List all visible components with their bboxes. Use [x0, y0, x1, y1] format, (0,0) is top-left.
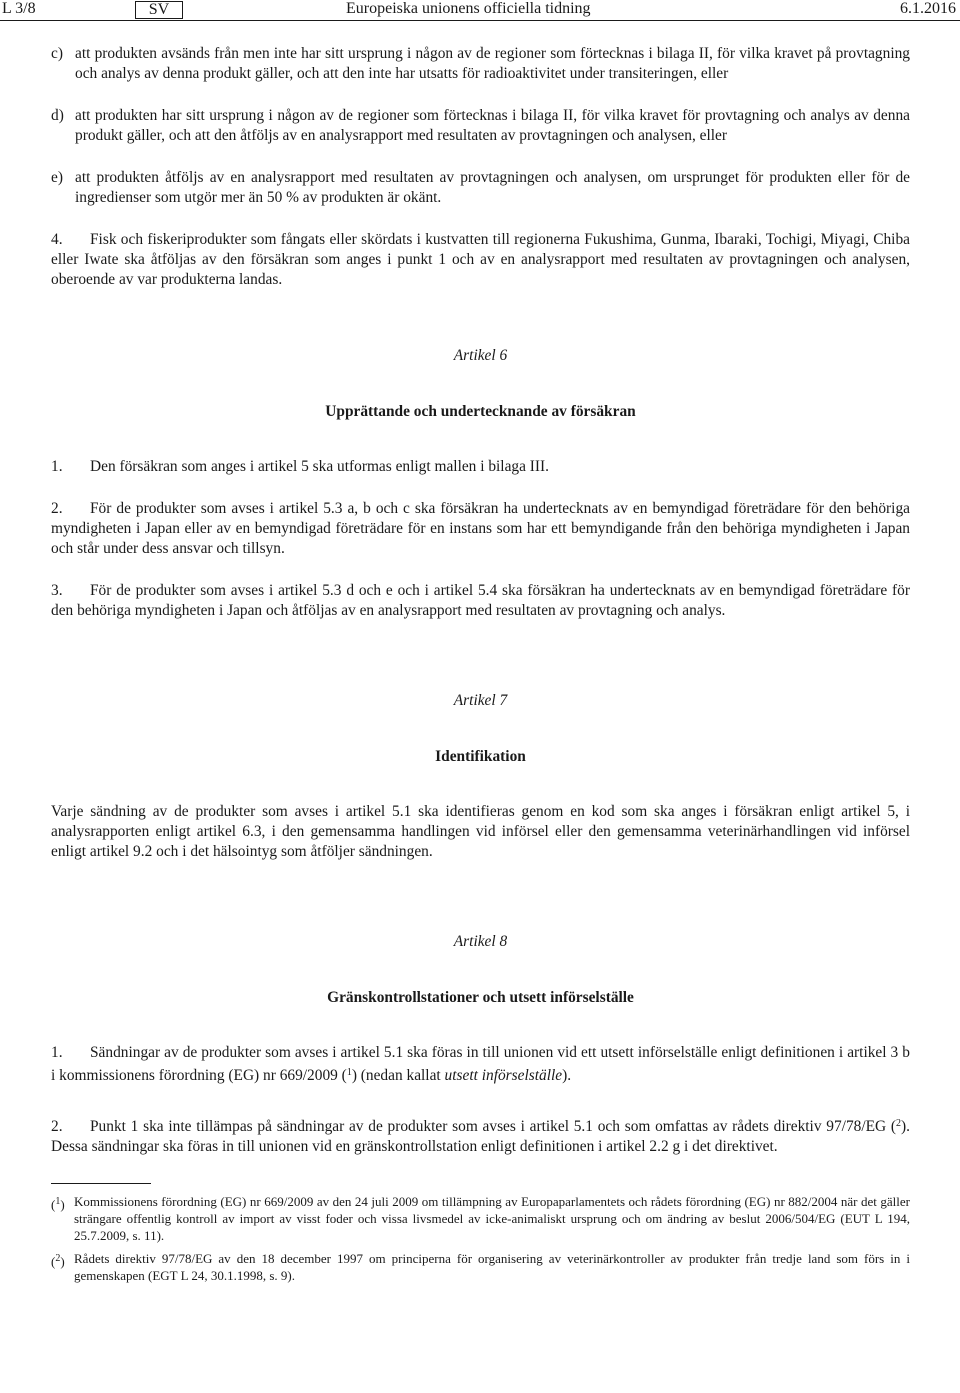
paragraph-number: 1.: [51, 458, 63, 475]
article-7-title: Identifikation: [435, 748, 526, 765]
list-item-d: [51, 106, 910, 146]
page-header: [0, 0, 960, 20]
list-item-c: [51, 44, 910, 84]
article-6-label: Artikel 6: [453, 347, 508, 364]
list-label: d): [51, 107, 64, 124]
article-6-paragraph-2: [51, 499, 910, 559]
defined-term: utsett införselställe: [444, 1067, 563, 1084]
article-6-paragraph-1: [51, 457, 910, 477]
paragraph-number: 3.: [51, 582, 63, 599]
paragraph-number: 1.: [51, 1044, 63, 1061]
paragraph-number: 2.: [51, 500, 63, 517]
article-6-title: Upprättande och undertecknande av försäkran: [325, 403, 636, 420]
article-8-paragraph-1: [51, 1043, 910, 1086]
footnote-1: [51, 1193, 910, 1244]
article-7-paragraph: Varje sändning av de produkter som avses i artikel 5.1 ska identifieras genom en kod som ska anges i försäkran enligt artikel 5, i analysrapporten enligt artikel 6.3, i den gemensamma handlingen vid införsel eller den gemensamma veterinärhandlingen vid införsel enligt artikel 9.2 och i det hälsointyg som åtföljer sändningen.: [51, 803, 910, 860]
paragraph-text: För de produkter som avses i artikel 5.3 d och e och i artikel 5.4 ska försäkran ha undertecknats av en bemyndigad företrädare för den behöriga myndigheten i Japan och åtföljas av en analysrapport med resultaten av provtagning och analys.: [51, 582, 910, 619]
paragraph-text: Den försäkran som anges i artikel 5 ska utformas enligt mallen i bilaga III.: [90, 458, 550, 475]
list-label: c): [51, 45, 63, 62]
footnote-marker: ($^1$): [51, 1196, 65, 1212]
list-label: e): [51, 169, 63, 186]
list-text: att produkten har sitt ursprung i någon av de regioner som förtecknas i bilaga II, för vilka kravet för provtagning och analys av denna produkt gäller, och att den åtföljs av en analysrapport med resultaten av provtagningen och analysen, eller: [75, 107, 910, 144]
footnote-marker: ($^2$): [51, 1253, 65, 1269]
paragraph-text-end: ).: [562, 1067, 572, 1084]
paragraph-text-start: Sändningar av de produkter som avses i artikel 5.1 ska föras in till unionen vid ett utsett införselställe enligt definitionen i artikel 3 b i kommissionens förordning (EG) nr 669/2009 (: [51, 1044, 910, 1084]
footnote-text: Rådets direktiv 97/78/EG av den 18 december 1997 om principerna för organisering av veterinärkontroller av produkter från tredje land som förs in i gemenskapen (EGT L 24, 30.1.1998, s. 9).: [74, 1251, 910, 1283]
footnote-ref-1[interactable]: 1: [346, 1067, 352, 1078]
paragraph-text-mid: ) (nedan kallat: [351, 1067, 445, 1084]
journal-title: Europeiska unionens officiella tidning: [346, 0, 591, 17]
paragraph-text: För de produkter som avses i artikel 5.3 a, b och c ska försäkran ha undertecknats av en bemyndigad företrädare för den behöriga myndigheten i Japan eller av en bemyndigad företrädare för en instans som har ett bemyndigande från den behöriga myndigheten i Japan och står under dess ansvar och tillsyn.: [51, 500, 910, 557]
language-code-box: SV: [135, 1, 183, 19]
paragraph-text-start: Punkt 1 ska inte tillämpas på sändningar av de produkter som avses i artikel 5.1 och som omfattas av rådets direktiv 97/78/EG (: [90, 1118, 897, 1135]
footnote-text: Kommissionens förordning (EG) nr 669/2009 av den 24 juli 2009 om tillämpning av Europaparlamentets och rådets förordning (EG) nr 882/2004 när det gäller strängare offentlig kontroll av import av visst foder och vissa livsmedel av icke-animaliskt ursprung och om ändring av beslut 2006/504/EG (EUT L 194, 25.7.2009, s. 11).: [74, 1194, 910, 1243]
publication-date: 6.1.2016: [900, 0, 956, 17]
paragraph-number: 2.: [51, 1118, 63, 1135]
footnote-ref-2[interactable]: 2: [896, 1118, 902, 1129]
footnote-2: [51, 1250, 910, 1284]
header-rule: [0, 20, 960, 21]
footnote-separator: [51, 1183, 151, 1184]
paragraph-number: 4.: [51, 231, 63, 248]
article-8-paragraph-2: [51, 1114, 910, 1157]
article-6-paragraph-3: [51, 581, 910, 621]
article-8-label: Artikel 8: [453, 933, 508, 950]
list-text: att produkten åtföljs av en analysrapport med resultaten av provtagningen och analysen, om ursprunget för produkten eller för de ingredienser som utgör mer än 50 % av produkten är okänt.: [75, 169, 910, 206]
list-item-e: [51, 168, 910, 208]
paragraph-text-end: ). Dessa sändningar ska föras in till unionen vid en gränskontrollstation enligt definitionen i artikel 2.2 g i det direktivet.: [51, 1118, 910, 1155]
document-body: [51, 44, 910, 1290]
paragraph-4: [51, 230, 910, 290]
article-8-title: Gränskontrollstationer och utsett införselställe: [327, 989, 634, 1006]
paragraph-text: Fisk och fiskeriprodukter som fångats eller skördats i kustvatten till regionerna Fukushima, Gunma, Ibaraki, Tochigi, Miyagi, Chiba eller Iwate ska åtföljas av den försäkran som anges i punkt 1 och av en analysrapport med resultaten av provtagningen och analysen, oberoende av var produkterna landas.: [51, 231, 910, 288]
article-7-label: Artikel 7: [453, 692, 508, 709]
list-text: att produkten avsänds från men inte har sitt ursprung i någon av de regioner som förtecknas i bilaga II, för vilka kravet på provtagning och analys av denna produkt gäller, och att den inte har utsatts för radioaktivitet under transiteringen, eller: [75, 45, 910, 82]
page-number: L 3/8: [2, 0, 36, 17]
